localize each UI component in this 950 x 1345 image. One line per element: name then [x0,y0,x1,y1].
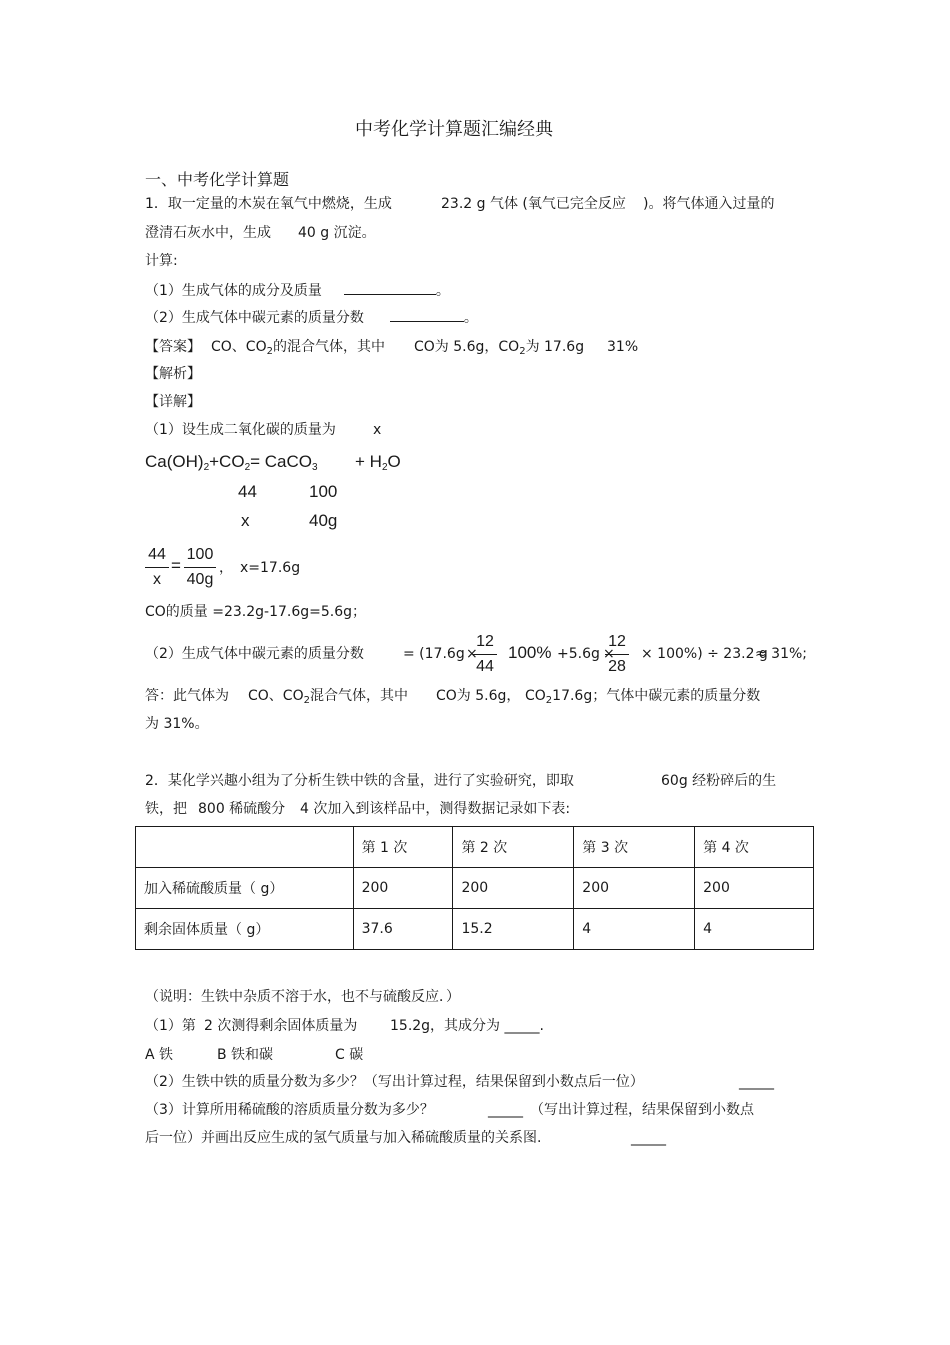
chemical-equation [145,453,318,474]
hundred-percent: 100% [508,643,552,662]
subscript: 2 [303,695,310,706]
answer-percent: 31% [607,339,639,355]
fraction-bar [473,654,497,655]
step2-expression-start: = (17.6g [403,646,465,662]
table-cell: 200 [695,868,814,909]
q2-sub3-part1: （3）计算所用稀硫酸的溶质质量分数为多少？ [145,1102,434,1118]
analysis-label: 【解析】 [145,366,201,382]
q1-sub2-text: （2）生成气体中碳元素的质量分数 [145,310,364,326]
table-cell: 15.2 [453,909,574,950]
q2-line1-part1: 2．某化学兴趣小组为了分析生铁中铁的含量，进行了实验研究，即取 [145,773,574,789]
table-cell: 200 [353,868,453,909]
fraction-12-over-28 [605,632,629,677]
q2-line2-part3: 4 次加入到该样品中，测得数据记录如下表: [300,801,571,817]
step2-result: ≈ 31%; [755,646,808,662]
eq-reactant-2: +CO [209,452,245,471]
table-header-cell [136,827,354,868]
subscript: 2 [244,462,251,473]
q1-sub1-end: 。 [435,283,450,299]
q2-sub1-part1: （1）第 [145,1018,196,1034]
option-b: B 铁和碳 [217,1047,274,1063]
subscript: 2 [266,346,273,357]
eq-product-1: = CaCO [250,452,313,471]
q2-sub1-part2: 2 次测得剩余固体质量为 [204,1018,358,1034]
conclusion-line2: 为 31%。 [145,716,209,732]
q1-line2-part2: 40 g 沉淀。 [298,225,376,241]
table-header-cell: 第 3 次 [574,827,695,868]
fraction-bar [145,567,169,568]
table-row [136,868,814,909]
table-header-cell: 第 1 次 [353,827,453,868]
table-header-cell: 第 4 次 [695,827,814,868]
unknown-x: x [241,511,250,530]
answer-blank: _____ [488,1102,523,1118]
detail-label: 【详解】 [145,394,201,410]
fraction-12-over-44 [473,632,497,677]
numerator: 44 [148,546,166,563]
eq-reactant-1: Ca(OH) [145,452,204,471]
answer-gases [211,338,385,358]
table-header-row [136,827,814,868]
eq-water-h: + H [355,452,382,471]
table-cell: 37.6 [353,909,453,950]
eq-product-water [355,453,401,474]
fraction-44-over-x [145,545,169,590]
q1-sub1-text: （1）生成气体的成分及质量 [145,283,322,299]
denominator: 40g [186,571,214,588]
subscript: 3 [312,462,318,473]
q1-line1-part3: )。将气体通入过量的 [643,196,775,212]
multiply-sign: × [603,646,615,662]
q2-line2-part2: 800 稀硫酸分 [198,801,286,817]
table-row [136,909,814,950]
denominator: x [153,571,161,588]
q2-line1-part2: 60g 经粉碎后的生 [661,773,777,789]
fraction-bar [184,567,216,568]
numerator: 100 [186,546,214,563]
page-title: 中考化学计算题汇编经典 [355,119,553,140]
table-cell: 加入稀硫酸质量（ g） [136,868,354,909]
section-heading: 一、中考化学计算题 [145,170,290,189]
table-header-cell: 第 2 次 [453,827,574,868]
molar-mass-co2: 44 [238,482,257,501]
option-c: C 碳 [335,1047,364,1063]
q1-sub2-end: 。 [463,310,478,326]
blank-line [344,280,436,295]
table-cell: 4 [574,909,695,950]
conclusion-co-mass: CO为 5.6g， [436,688,521,704]
answer-co-mass: CO为 5.6g，CO [414,339,520,355]
q1-line1-part2: 23.2 g 气体 (氧气已完全反应 [441,196,626,212]
co-mass-line: CO的质量 =23.2g-17.6g=5.6g； [145,604,367,620]
table-cell: 剩余固体质量（ g） [136,909,354,950]
step2-expression-end: × 100%) ÷ 23.2 g [641,646,768,662]
denominator: 44 [476,658,494,675]
subscript: 2 [381,462,388,473]
conclusion-co2 [525,687,760,707]
answer-co2-mass: 为 17.6g [525,339,585,355]
q2-sub1-end: . [539,1018,544,1034]
molar-mass-caco3: 100 [309,482,338,501]
blank-line [390,307,464,322]
fraction-100-over-40g [184,545,216,590]
step1-text: （1）设生成二氧化碳的质量为 [145,422,336,438]
answer-masses [414,338,584,358]
q2-note: （说明：生铁中杂质不溶于水，也不与硫酸反应．） [145,989,460,1005]
q1-subquestion-2 [145,307,478,327]
q1-subquestion-1 [145,280,450,300]
denominator: 28 [608,658,626,675]
q1-line2-part1: 澄清石灰水中，生成 [145,225,271,241]
conclusion-gases [248,687,408,707]
equals-sign: = [171,556,181,575]
step1-variable: x [373,422,382,438]
q2-sub1-text: 15.2g，其成分为 [390,1018,501,1034]
conclusion-gases-text: CO、CO [248,688,304,704]
q2-sub3-part3: 后一位）并画出反应生成的氢气质量与加入稀硫酸质量的关系图. [145,1130,542,1146]
numerator: 12 [608,633,626,650]
table-cell: 200 [453,868,574,909]
conclusion-mixture-text: 混合气体，其中 [309,688,408,704]
fraction-bar [605,654,629,655]
subscript: 2 [519,346,526,357]
conclusion-co2-mass: 17.6g；气体中碳元素的质量分数 [552,688,761,704]
plus-term: +5.6g [557,646,600,662]
x-result: x=17.6g [240,560,301,576]
option-a: A 铁 [145,1047,174,1063]
conclusion-co2-text: CO [525,688,546,704]
table-cell: 200 [574,868,695,909]
table-cell: 4 [695,909,814,950]
answer-blank: _____ [631,1130,666,1146]
conclusion-prefix: 答：此气体为 [145,688,229,704]
eq-water-o: O [387,452,401,471]
subscript: 2 [203,462,210,473]
multiply-sign: × [466,646,478,662]
q2-sub3-part2: （写出计算过程，结果保留到小数点 [530,1102,754,1118]
q2-line2-part1: 铁，把 [145,801,187,817]
data-table [135,826,814,950]
answer-mixture-text: 的混合气体，其中 [272,339,385,355]
q2-sub1-part3 [390,1017,544,1035]
subscript: 2 [545,695,553,706]
q2-sub2: （2）生铁中铁的质量分数为多少？（写出计算过程，结果保留到小数点后一位） [145,1074,644,1090]
numerator: 12 [476,633,494,650]
step2-text: （2）生成气体中碳元素的质量分数 [145,646,364,662]
precipitate-mass: 40g [309,511,338,530]
answer-label: 【答案】 [145,339,201,355]
answer-gases-text: CO、CO [211,339,267,355]
q1-calc-label: 计算: [145,253,178,269]
answer-blank: _____ [504,1018,540,1034]
comma: ， [219,560,233,576]
q1-line1-part1: 1．取一定量的木炭在氧气中燃烧，生成 [145,196,392,212]
answer-blank: _____ [739,1074,774,1090]
